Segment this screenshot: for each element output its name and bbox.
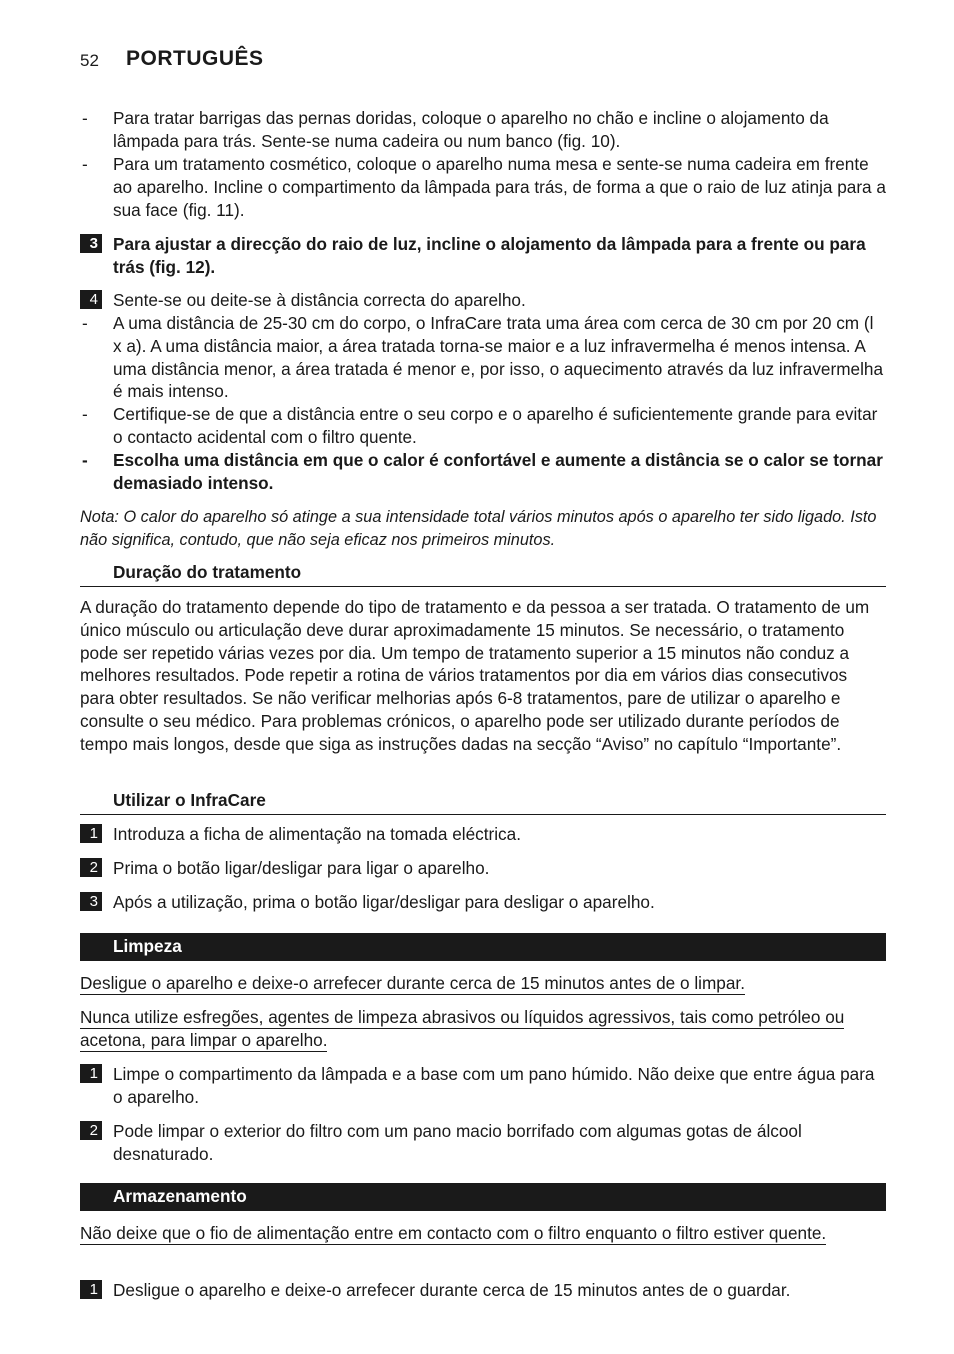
list-item: - Para tratar barrigas das pernas doridas, coloque o aparelho no chão e incline o alojamento da lâmpada para trás. Sente-se numa cadeira ou num banco (fig. 10). bbox=[82, 108, 829, 151]
storage-step-1: 1 Desligue o aparelho e deixe-o arrefecer durante cerca de 15 minutos antes de o guardar. bbox=[80, 1279, 886, 1302]
cleaning-warning-2: Nunca utilize esfregões, agentes de limpeza abrasivos ou líquidos agressivos, tais como petróleo ou acetona, para limpar o aparelho. bbox=[80, 1007, 845, 1050]
use-step-1: 1 Introduza a ficha de alimentação na tomada eléctrica. bbox=[80, 823, 886, 846]
use-step-2: 2 Prima o botão ligar/desligar para ligar o aparelho. bbox=[80, 857, 886, 880]
section-heading-duration: Duração do tratamento bbox=[80, 562, 886, 587]
cleaning-step-2: 2 Pode limpar o exterior do filtro com um pano macio borrifado com algumas gotas de álcool desnaturado. bbox=[80, 1120, 886, 1166]
step-3-adjust: 3 Para ajustar a direcção do raio de luz, incline o alojamento da lâmpada para a frente ou para trás (fig. 12). bbox=[80, 233, 886, 279]
cleaning-step-1: 1 Limpe o compartimento da lâmpada e a base com um pano húmido. Não deixe que entre água para o aparelho. bbox=[80, 1063, 886, 1109]
duration-paragraph: A duração do tratamento depende do tipo de tratamento e da pessoa a ser tratada. O tratamento de um único músculo ou articulação deve durar aproximadamente 15 minutos. Se necessário, o tratamento pode ser repetido várias vezes por dia. Um tempo de tratamento superior a 15 minutos não conduz a melhores resultados. Pode repetir a rotina de vários tratamentos por dia em vários dias consecutivos para obter resultados. Se não verificar melhorias após 6-8 tratamentos, pare de utilizar o aparelho e consulte o seu médico. Para problemas crónicos, o aparelho pode ser utilizado durante períodos de tempo mais longos, desde que siga as instruções dadas na secção “Aviso” no capítulo “Importante”. bbox=[80, 597, 870, 754]
section-bar-storage: Armazenamento bbox=[80, 1183, 886, 1211]
list-item: - Escolha uma distância em que o calor é confortável e aumente a distância se o calor se tornar demasiado intenso. bbox=[82, 450, 883, 493]
list-item: - A uma distância de 25-30 cm do corpo, o InfraCare trata uma área com cerca de 30 cm por 20 cm (l x a). A uma distância maior, a área tratada torna-se maior e a luz infravermelha é menos intensa. A uma distância menor, a área tratada é menor e, por isso, o aquecimento através da luz infravermelha é mais intenso. bbox=[82, 313, 884, 402]
step-4-distance: 4 Sente-se ou deite-se à distância correcta do aparelho. bbox=[80, 289, 886, 312]
section-heading-use: Utilizar o InfraCare bbox=[80, 790, 886, 815]
list-item: - Certifique-se de que a distância entre o seu corpo e o aparelho é suficientemente grande para evitar o contacto acidental com o filtro quente. bbox=[82, 404, 878, 447]
cleaning-warning-1: Desligue o aparelho e deixe-o arrefecer durante cerca de 15 minutos antes de o limpar. bbox=[80, 973, 745, 993]
language-title: PORTUGUÊS bbox=[126, 47, 264, 70]
storage-warning-1: Não deixe que o fio de alimentação entre em contacto com o filtro enquanto o filtro estiver quente. bbox=[80, 1223, 827, 1243]
section-bar-cleaning: Limpeza bbox=[80, 933, 886, 961]
use-step-3: 3 Após a utilização, prima o botão ligar/desligar para desligar o aparelho. bbox=[80, 891, 886, 914]
list-item: - Para um tratamento cosmético, coloque o aparelho numa mesa e sente-se numa cadeira em frente ao aparelho. Incline o compartimento da lâmpada para trás, de forma a que o raio de luz atinja para a sua face (fig. 11). bbox=[82, 154, 886, 220]
page-number: 52 bbox=[80, 51, 99, 70]
note-text: Nota: O calor do aparelho só atinge a sua intensidade total vários minutos após o aparelho ter sido ligado. Isto não significa, contudo, que não seja eficaz nos primeiros minutos. bbox=[80, 508, 877, 549]
